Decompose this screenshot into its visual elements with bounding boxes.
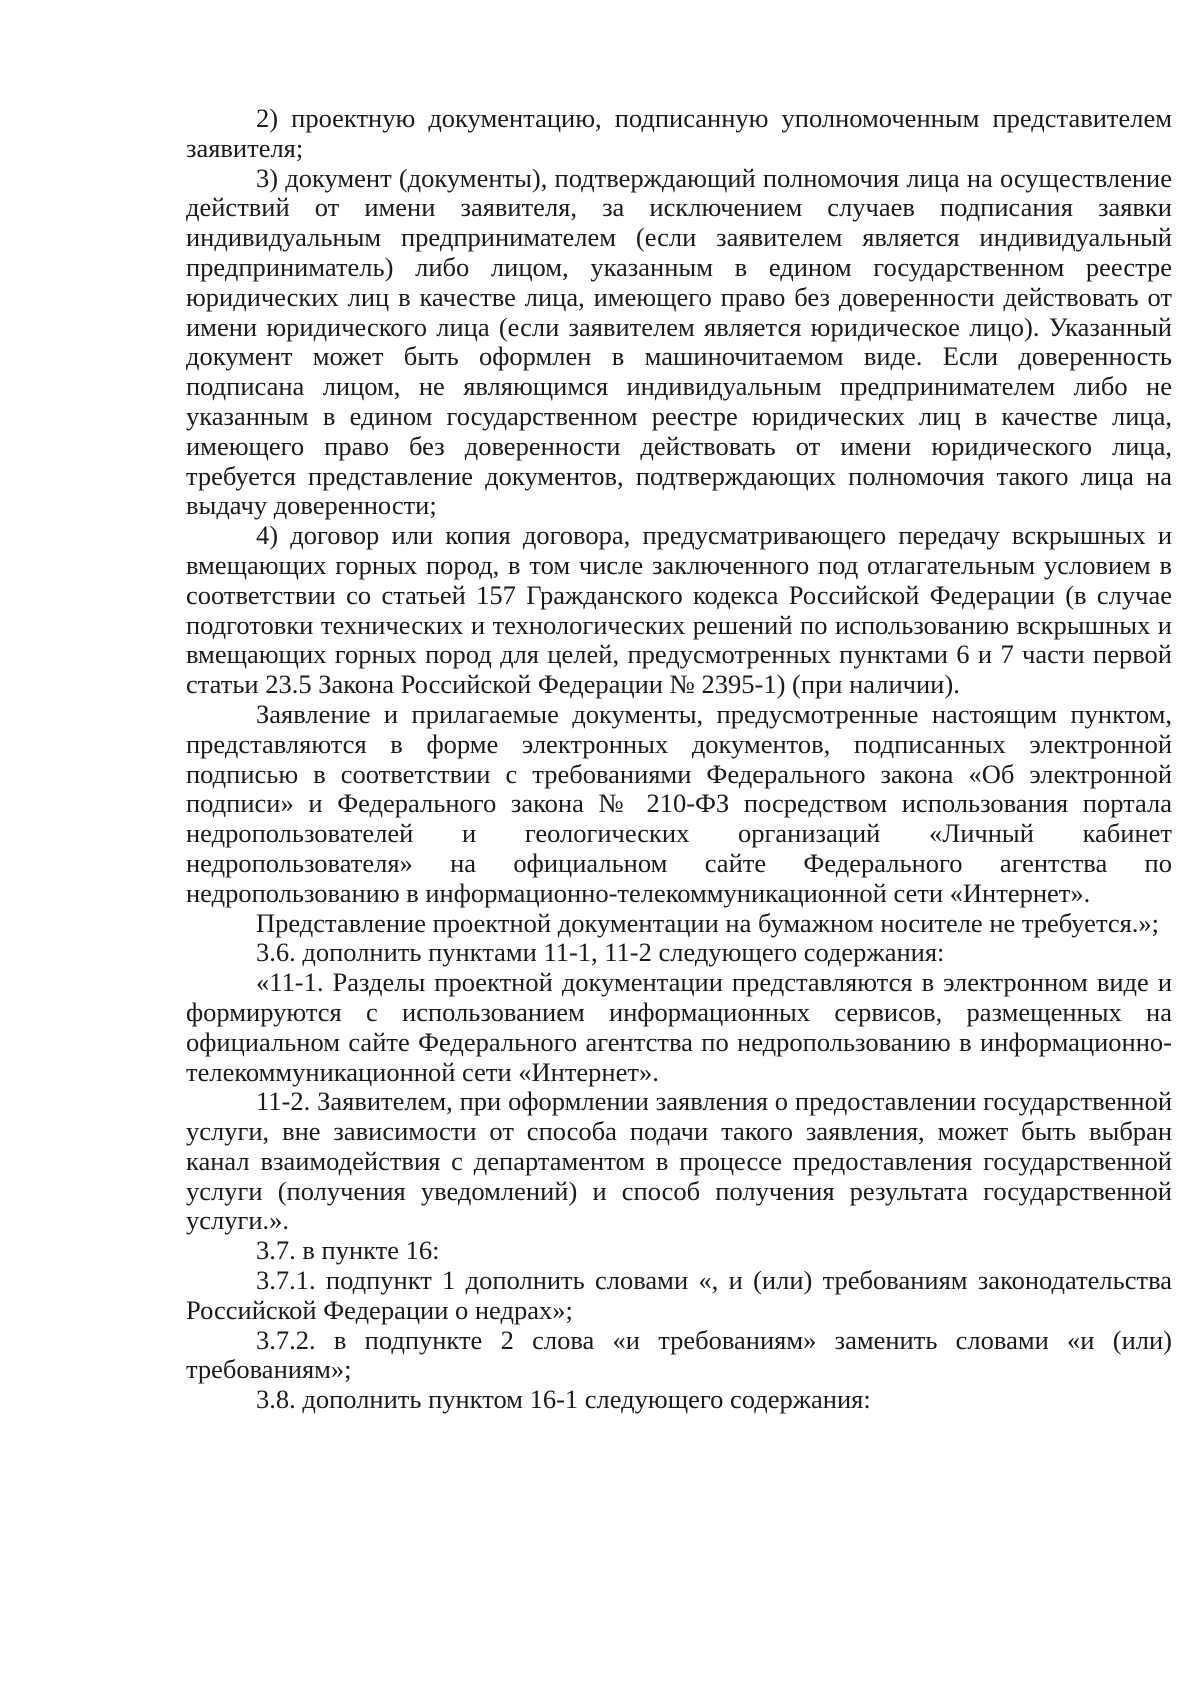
- paragraph-3-7-2: 3.7.2. в подпункте 2 слова «и требованиям» заменить словами «и (или) требованиям»;: [186, 1324, 1172, 1385]
- paragraph-item-2: 2) проектную документацию, подписанную уполномоченным представителем заявителя;: [186, 103, 1172, 163]
- paragraph-3-7-1: 3.7.1. подпункт 1 дополнить словами «, и (или) требованиям законодательства Российской Федерации о недрах»;: [186, 1265, 1172, 1325]
- paragraph-item-4-contract: 4) договор или копия договора, предусматривающего передачу вскрышных и вмещающих горных пород, в том числе заключенного под отлагательным условием в соответствии со статьей 157 Гражданского кодекса Российской Федерации (в случае подготовки технических и технологических решений по использованию вскрышных и вмещающих горных пород для целей, предусмотренных пунктами 6 и 7 части первой статьи 23.5 Закона Российской Федерации № 2395-1) (при наличии).: [186, 520, 1172, 700]
- paragraph-electronic-submission: Заявление и прилагаемые документы, предусмотренные настоящим пунктом, представляются в форме электронных документов, подписанных электронной подписью в соответствии с требованиями Федерального закона «Об электронной подписи» и Федерального закона № 210-ФЗ посредством использования портала недропользователей и геологических организаций «Личный кабинет недропользователя» на официальном сайте Федерального агентства по недропользованию в информационно-телекоммуникационной сети «Интернет».: [186, 698, 1172, 908]
- paragraph-item-3-authority-document: 3) документ (документы), подтверждающий полномочия лица на осуществление действий от имени заявителя, за исключением случаев подписания заявки индивидуальным предпринимателем (если заявителем является индивидуальный предприниматель) либо лицом, указанным в едином государственном реестре юридических лиц в качестве лица, имеющего право без доверенности действовать от имени юридического лица (если заявителем является юридическое лицо). Указанный документ может быть оформлен в машиночитаемом виде. Если доверенность подписана лицом, не являющимся индивидуальным предпринимателем либо не указанным в едином государственном реестре юридических лиц в качестве лица, имеющего право без доверенности действовать от имени юридического лица, требуется представление документов, подтверждающих полномочия такого лица на выдачу доверенности;: [186, 162, 1172, 521]
- paragraph-3-6: 3.6. дополнить пунктами 11-1, 11-2 следующего содержания:: [256, 937, 945, 968]
- paragraph-11-1: «11-1. Разделы проектной документации представляются в электронном виде и формируются с использованием информационных сервисов, размещенных на официальном сайте Федерального агентства по недропользованию в информационно-телекоммуникационной сети «Интернет».: [186, 967, 1172, 1087]
- paragraph-3-7: 3.7. в пункте 16:: [256, 1235, 440, 1266]
- paragraph-11-2: 11-2. Заявителем, при оформлении заявления о предоставлении государственной услуги, вне зависимости от способа подачи такого заявления, может быть выбран канал взаимодействия с департаментом в процессе предоставления государственной услуги (получения уведомлений) и способ получения результата государственной услуги.».: [186, 1086, 1172, 1236]
- paragraph-paper-not-required: Представление проектной документации на бумажном носителе не требуется.»;: [256, 907, 1160, 938]
- document-body: [186, 104, 1172, 1415]
- paragraph-3-8: 3.8. дополнить пунктом 16-1 следующего содержания:: [256, 1384, 871, 1415]
